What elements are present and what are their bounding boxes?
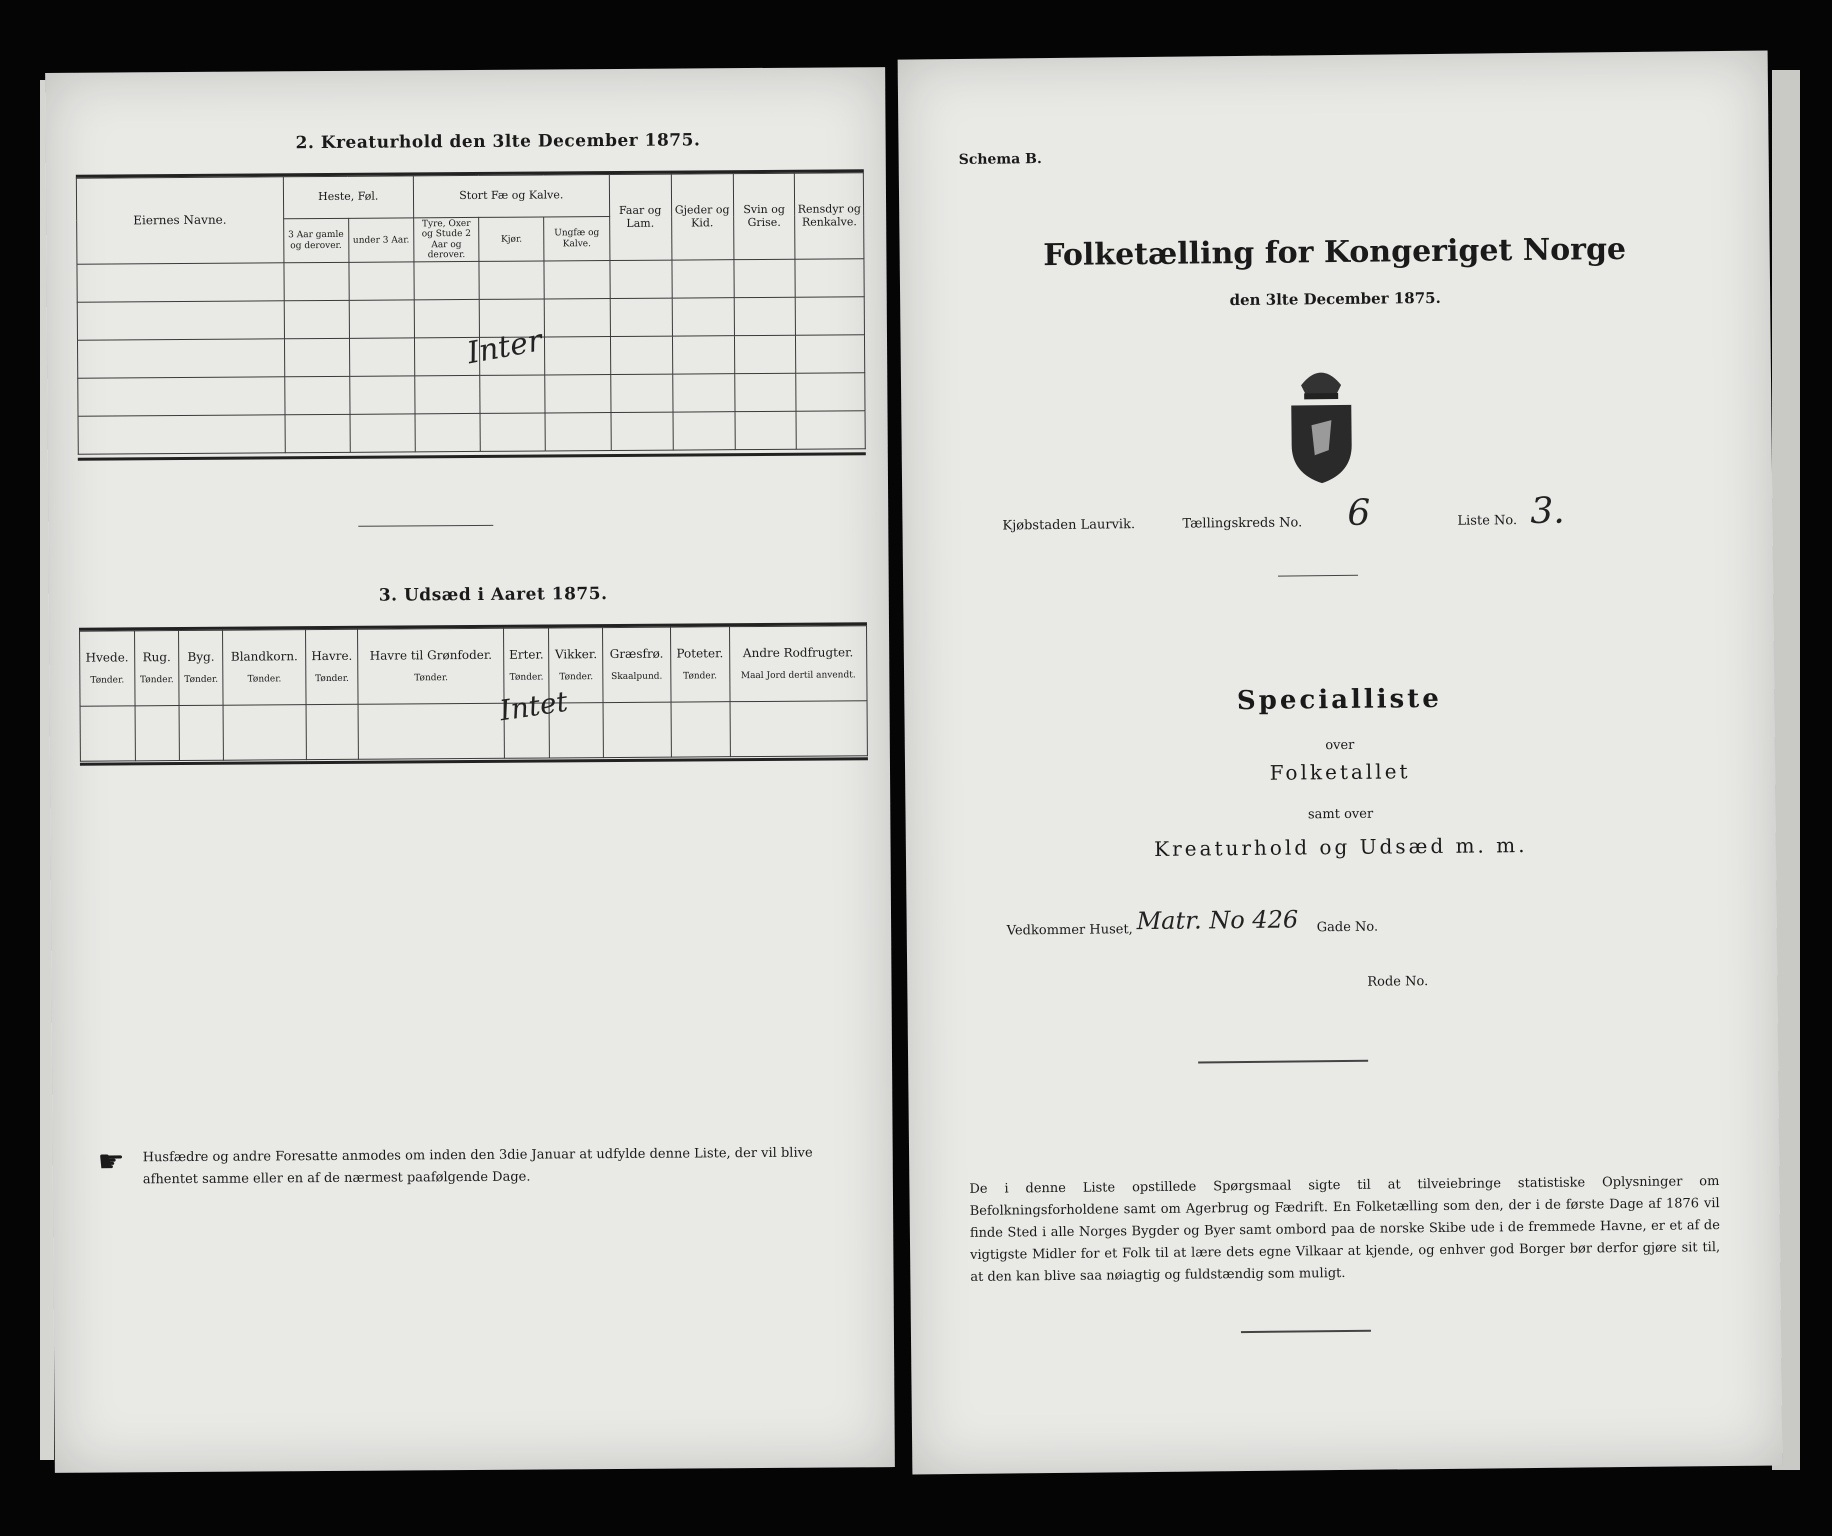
crop-cell	[358, 703, 504, 759]
crop-name: Andre Rodfrugter.	[742, 645, 854, 661]
pointing-hand-icon: ☛	[97, 1144, 125, 1180]
crop-cell	[730, 701, 868, 757]
crop-header	[358, 628, 504, 704]
crop-cell	[671, 702, 731, 757]
crop-cell	[135, 706, 180, 761]
stort-fae-sub-3: Ungfæ og Kalve.	[544, 217, 610, 262]
crop-unit: Tønder.	[559, 671, 594, 683]
crop-name: Byg.	[187, 649, 215, 664]
crop-name: Erter.	[509, 647, 544, 662]
crop-header	[729, 626, 867, 702]
crop-header	[134, 631, 179, 706]
liste-value: 3.	[1530, 490, 1565, 532]
crop-cell	[306, 704, 359, 759]
crop-name: Græsfrø.	[609, 646, 664, 661]
gade-label: Gade No.	[1316, 919, 1379, 936]
house-label: Vedkommer Huset,	[1006, 922, 1133, 939]
crop-header	[603, 627, 671, 702]
rode-label: Rode No.	[1367, 974, 1429, 990]
crop-name: Vikker.	[554, 647, 598, 662]
town-label: Kjøbstaden Laurvik.	[1002, 517, 1136, 534]
left-page	[45, 67, 895, 1473]
section2-title: 2. Kreaturhold den 3lte December 1875.	[295, 130, 701, 154]
svin-header: Svin og Grise.	[733, 173, 796, 260]
notice-text: Husfædre og andre Foresatte anmodes om inden den 3die Januar at udfylde denne Liste, der vil blive afhentet samme eller en af de nærmest paafølgende Dage.	[142, 1145, 813, 1188]
coat-of-arms-icon	[1276, 355, 1367, 486]
crop-unit: Tønder.	[509, 672, 544, 683]
right-page	[898, 50, 1783, 1474]
specialliste-title: Specialliste	[1236, 683, 1442, 717]
stort-fae-sub-1: Tyre, Oxer og Stude 2 Aar og derover.	[414, 217, 480, 262]
crop-name: Blandkorn.	[230, 649, 298, 664]
crop-cell	[80, 706, 135, 761]
heste-header: Heste, Føl.	[283, 176, 414, 219]
crop-name: Havre.	[311, 648, 353, 664]
folketallet-text: Folketallet	[1269, 759, 1411, 785]
livestock-table	[76, 172, 866, 455]
rensdyr-header: Rensdyr og Renkalve.	[795, 173, 864, 260]
crop-cell	[179, 705, 224, 760]
crop-unit: Tønder.	[414, 672, 449, 684]
crop-header	[179, 630, 224, 705]
section3-title: 3. Udsæd i Aaret 1875.	[378, 584, 608, 606]
liste-label: Liste No.	[1457, 513, 1518, 529]
crop-name: Rug.	[142, 650, 171, 665]
crop-header	[305, 629, 358, 704]
samt-over-text: samt over	[1307, 806, 1374, 823]
section3-handwriting: Intet	[497, 684, 570, 728]
section2-divider	[358, 525, 493, 527]
over-text: over	[1325, 737, 1355, 754]
mid-divider	[1198, 1060, 1368, 1064]
kreds-value: 6	[1347, 492, 1371, 534]
faar-header: Faar og Lam.	[609, 174, 672, 261]
house-value: Matr. No 426	[1136, 905, 1299, 936]
crop-header	[223, 630, 306, 706]
gjeder-header: Gjeder og Kid.	[671, 174, 734, 261]
bottom-divider	[1241, 1330, 1371, 1333]
crop-cell	[224, 705, 307, 761]
crop-name: Havre til Grønfoder.	[369, 647, 493, 663]
census-date: den 3lte December 1875.	[1229, 288, 1441, 310]
stort-fae-sub-2: Kjør.	[479, 217, 545, 262]
crop-unit: Maal Jord dertil anvendt.	[740, 670, 856, 681]
heste-sub-1: 3 Aar gamle og derover.	[283, 218, 349, 263]
schema-label: Schema B.	[958, 151, 1042, 168]
crop-unit: Tønder.	[184, 674, 219, 685]
crop-header	[80, 631, 135, 706]
owner-header: Eiernes Navne.	[76, 177, 283, 265]
main-title: Folketælling for Kongeriget Norge	[1043, 231, 1627, 274]
seed-table	[79, 625, 868, 761]
kreds-label: Tællingskreds No.	[1182, 515, 1303, 532]
kreaturhold-text: Kreaturhold og Udsæd m. m.	[1154, 833, 1528, 861]
crop-unit: Tønder.	[139, 674, 174, 686]
crop-name: Hvede.	[85, 650, 129, 665]
crop-unit: Tønder.	[90, 675, 125, 686]
heste-sub-2: under 3 Aar.	[348, 218, 414, 263]
crop-name: Poteter.	[676, 646, 724, 661]
section2-handwriting: Inter	[464, 323, 545, 372]
bottom-paragraph: De i denne Liste opstillede Spørgsmaal sigte til at tilveiebringe statistiske Oplysninger om Befolkningsforholdene samt om Agerbrug og Fædrift. En Folketælling som den, der i de første Dage af 1876 vil finde Sted i alle Norges Bygder og Byer samt ombord paa de norske Skibe ude i de fremmede Havne, er et af de vigtigste Midler for et Folk til at lære dets egne Vilkaar at kjende, og enhver god Borger bør derfor gjøre sit til, at den kan blive saa nøiagtig og fuldstændig som muligt.	[969, 1174, 1721, 1285]
crop-unit: Tønder.	[315, 673, 349, 684]
crop-cell	[603, 702, 671, 757]
crop-header	[670, 627, 730, 702]
crop-unit: Skaalpund.	[611, 671, 663, 682]
stort-fae-header: Stort Fæ og Kalve.	[413, 175, 609, 218]
crop-unit: Tønder.	[683, 670, 717, 682]
header-divider	[1278, 575, 1358, 577]
crop-unit: Tønder.	[247, 674, 282, 685]
